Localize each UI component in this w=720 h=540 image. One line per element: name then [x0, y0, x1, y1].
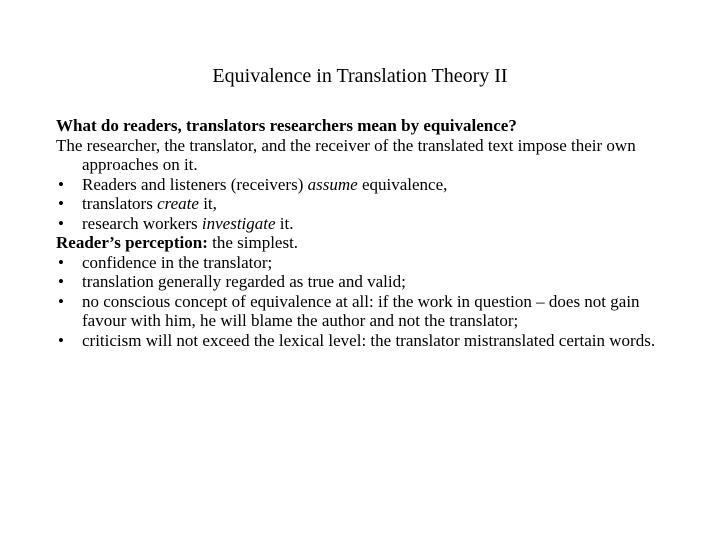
bullet-icon: • [58, 291, 64, 311]
role-emphasis: assume [307, 174, 358, 194]
role-text: equivalence, [357, 174, 448, 194]
role-bullet-researchers [56, 214, 676, 234]
reader-point [56, 292, 676, 331]
reader-point-text: no conscious concept of equivalence at all: if the work in question – does not gain favour with him, he will blame the author and not the translator; [82, 291, 640, 330]
reader-perception-heading: Reader’s perception: [56, 233, 208, 252]
bullet-icon: • [58, 194, 64, 213]
reader-point [56, 253, 676, 273]
reader-perception-rest: the simplest. [207, 233, 299, 252]
bullet-icon: • [58, 213, 64, 233]
role-text: Readers and listeners (receivers) [82, 174, 308, 194]
role-bullet-receivers [56, 175, 676, 195]
role-emphasis: create [157, 194, 199, 213]
question-heading: What do readers, translators researchers mean by equivalence? [56, 116, 517, 135]
role-text: research workers [82, 213, 202, 233]
reader-point [56, 272, 676, 292]
role-text: translators [82, 194, 158, 213]
bullet-icon: • [58, 174, 64, 194]
slide-title: Equivalence in Translation Theory II [212, 65, 508, 87]
bullet-icon: • [58, 272, 64, 291]
reader-perception-line [56, 233, 676, 253]
bullet-icon: • [58, 330, 64, 350]
role-bullet-translators [56, 194, 676, 214]
reader-point [56, 331, 676, 351]
reader-point-text: confidence in the translator; [82, 252, 273, 272]
bullet-icon: • [58, 252, 64, 272]
reader-point-text: criticism will not exceed the lexical level: the translator mistranslated certain words. [82, 330, 656, 350]
intro-paragraph: The researcher, the translator, and the receiver of the translated text impose their own approaches on it. [56, 135, 636, 174]
slide-body [56, 116, 676, 350]
role-text: it. [275, 213, 294, 233]
role-emphasis: investigate [201, 213, 276, 233]
role-text: it, [198, 194, 217, 213]
reader-point-text: translation generally regarded as true and valid; [82, 272, 406, 291]
